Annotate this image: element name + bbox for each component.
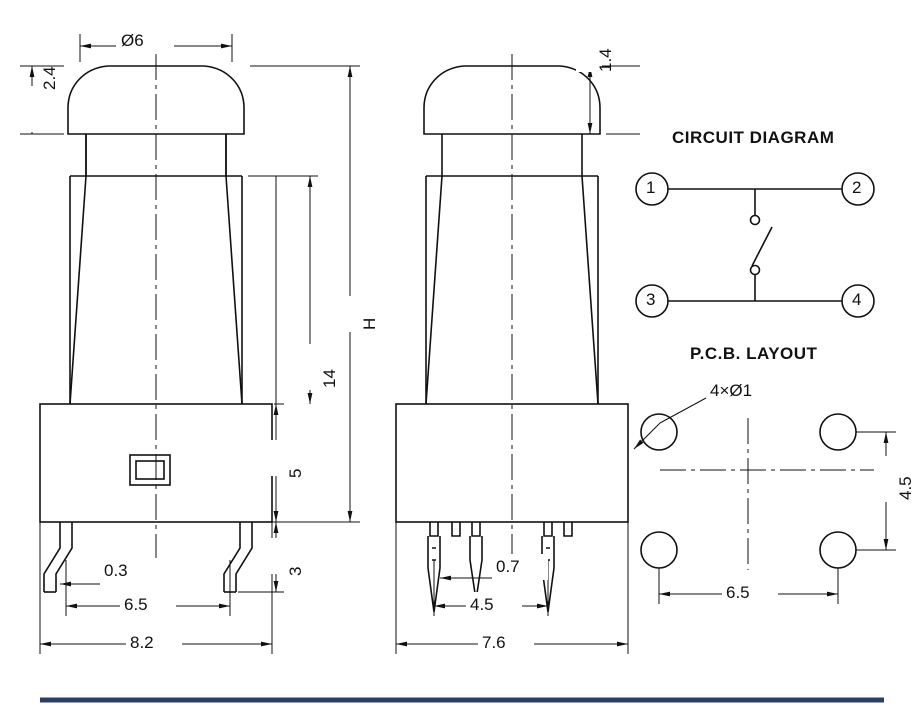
dim-cap-diameter: Ø6 [121, 31, 144, 50]
terminal-2-label: 2 [852, 178, 862, 197]
dim-side-pin-pitch: 4.5 [470, 595, 494, 614]
pcb-hole-note: 4×Ø1 [710, 381, 753, 400]
terminal-1-label: 1 [646, 178, 656, 197]
dim-body-width: 8.2 [130, 633, 154, 652]
dim-pin-length: 3 [286, 566, 305, 576]
dim-cap-height: 2.4 [40, 66, 59, 90]
terminal-4-label: 4 [852, 290, 862, 309]
dim-body-depth: 7.6 [482, 633, 506, 652]
dim-cap-thickness: 1.4 [596, 48, 615, 72]
pcb-dimension-lines [659, 432, 896, 604]
pcb-dim-horizontal: 6.5 [726, 583, 750, 602]
dim-pin-thickness: 0.7 [496, 557, 520, 576]
circuit-diagram-title: CIRCUIT DIAGRAM [672, 128, 835, 147]
dim-body-to-top: 14 [320, 369, 339, 388]
pcb-dim-vertical: 4.5 [896, 476, 915, 500]
dim-pin-pitch: 6.5 [124, 595, 148, 614]
terminal-3-label: 3 [646, 290, 656, 309]
dim-pin-width: 0.3 [104, 561, 128, 580]
dim-total-height: H [360, 317, 379, 330]
circuit-diagram-graphic [636, 173, 874, 317]
dim-body-height: 5 [286, 468, 305, 478]
pcb-layout-graphic [634, 398, 856, 568]
pcb-layout-title: P.C.B. LAYOUT [690, 344, 818, 363]
